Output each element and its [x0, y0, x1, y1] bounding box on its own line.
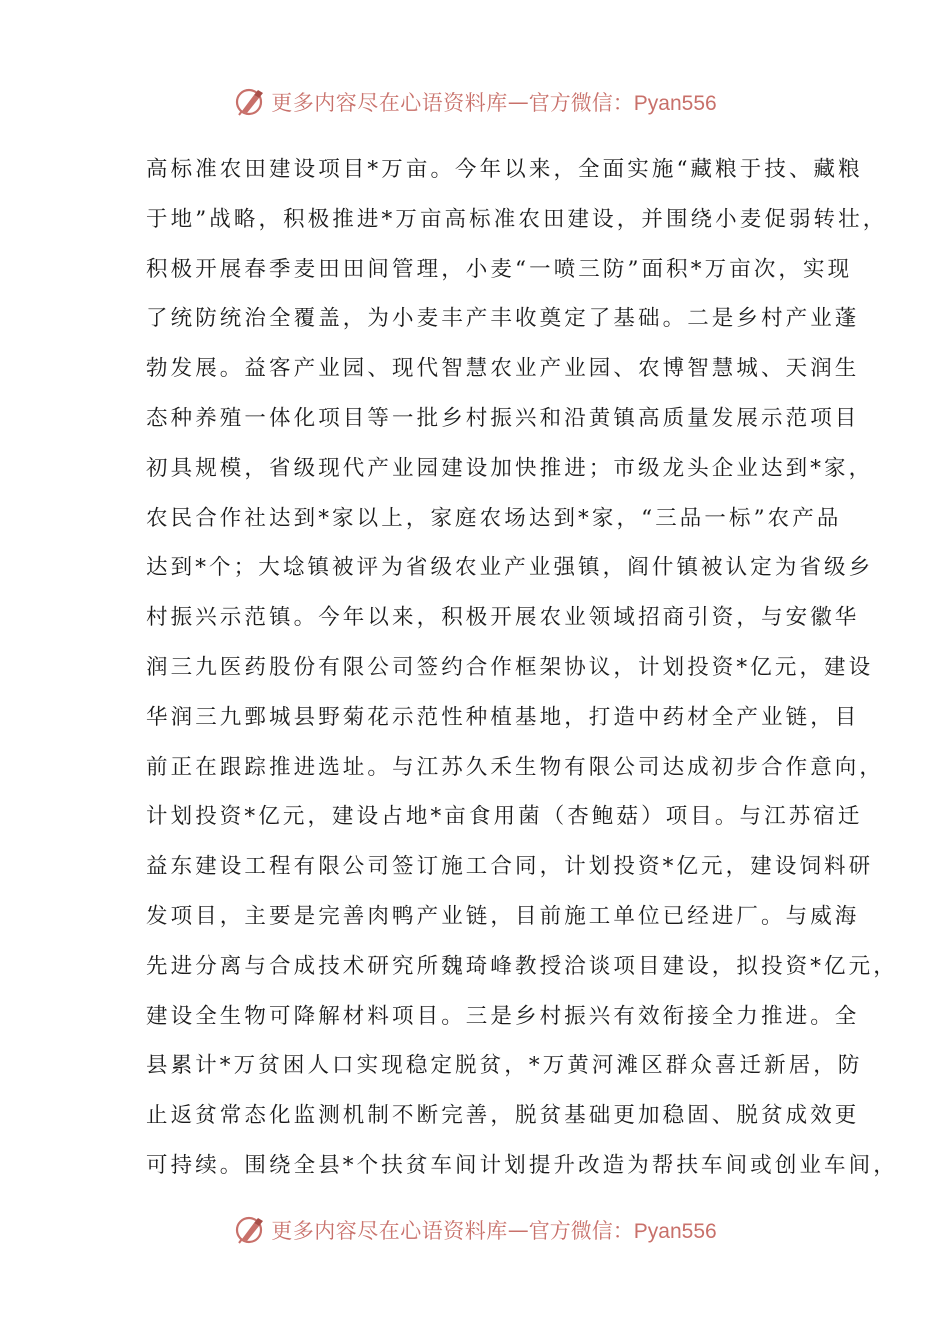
- text-line: 发项目，主要是完善肉鸭产业链，目前施工单位已经进厂。与威海: [146, 903, 860, 929]
- text-line: 态种养殖一体化项目等一批乡村振兴和沿黄镇高质量发展示范项目: [146, 405, 860, 431]
- header-brand-text: 更多内容尽在心语资料库: [271, 91, 508, 115]
- text-line: 建设全生物可降解材料项目。三是乡村振兴有效衔接全力推进。全: [146, 1003, 860, 1029]
- text-line: 初具规模，省级现代产业园建设加快推进；市级龙头企业达到*家，: [146, 455, 874, 481]
- text-line: 达到*个；大埝镇被评为省级农业产业强镇，阎什镇被认定为省级乡: [146, 555, 874, 581]
- text-line: 积极开展春季麦田田间管理，小麦“一喷三防”面积*万亩次，实现: [146, 256, 853, 282]
- text-line: 华润三九鄄城县野菊花示范性种植基地，打造中药材全产业链，目: [146, 704, 860, 730]
- footer-contact-text: 官方微信：Pyan556: [528, 1220, 717, 1243]
- text-line: 县累计*万贫困人口实现稳定脱贫，*万黄河滩区群众喜迁新居，防: [146, 1053, 863, 1079]
- text-line: 前正在跟踪推进选址。与江苏久禾生物有限公司达成初步合作意向，: [146, 754, 885, 780]
- text-line: 润三九医药股份有限公司签约合作框架协议，计划投资*亿元，建设: [146, 654, 874, 680]
- header-separator: —: [507, 90, 529, 114]
- text-line: 勃发展。益客产业园、现代智慧农业产业园、农博智慧城、天润生: [146, 356, 860, 382]
- header-banner: [0, 82, 950, 122]
- text-line: 农民合作社达到*家以上，家庭农场达到*家，“三品一标”农产品: [146, 505, 842, 531]
- text-line: 村振兴示范镇。今年以来，积极开展农业领域招商引资，与安徽华: [146, 605, 860, 631]
- text-line: 先进分离与合成技术研究所魏琦峰教授洽谈项目建设，拟投资*亿元，: [146, 953, 898, 979]
- document-body: [146, 150, 898, 1196]
- footer-separator: —: [507, 1218, 529, 1242]
- footer-banner: [0, 1210, 950, 1250]
- text-line: 高标准农田建设项目*万亩。今年以来，全面实施“藏粮于技、藏粮: [146, 157, 863, 182]
- footer-brand-text: 更多内容尽在心语资料库: [271, 1219, 508, 1243]
- pen-nib-logo-icon: [233, 85, 267, 119]
- text-line: 了统防统治全覆盖，为小麦丰产丰收奠定了基础。二是乡村产业蓬: [146, 306, 860, 332]
- text-line: 计划投资*亿元，建设占地*亩食用菌（杏鲍菇）项目。与江苏宿迁: [146, 804, 863, 830]
- text-line: 可持续。围绕全县*个扶贫车间计划提升改造为帮扶车间或创业车间，: [146, 1152, 898, 1178]
- text-line: 于地”战略，积极推进*万亩高标准农田建设，并围绕小麦促弱转壮，: [146, 206, 888, 232]
- pen-nib-logo-icon: [233, 1213, 267, 1247]
- text-line: 益东建设工程有限公司签订施工合同，计划投资*亿元，建设饲料研: [146, 854, 874, 880]
- text-line: 止返贫常态化监测机制不断完善，脱贫基础更加稳固、脱贫成效更: [146, 1103, 860, 1129]
- header-contact-text: 官方微信：Pyan556: [528, 92, 717, 115]
